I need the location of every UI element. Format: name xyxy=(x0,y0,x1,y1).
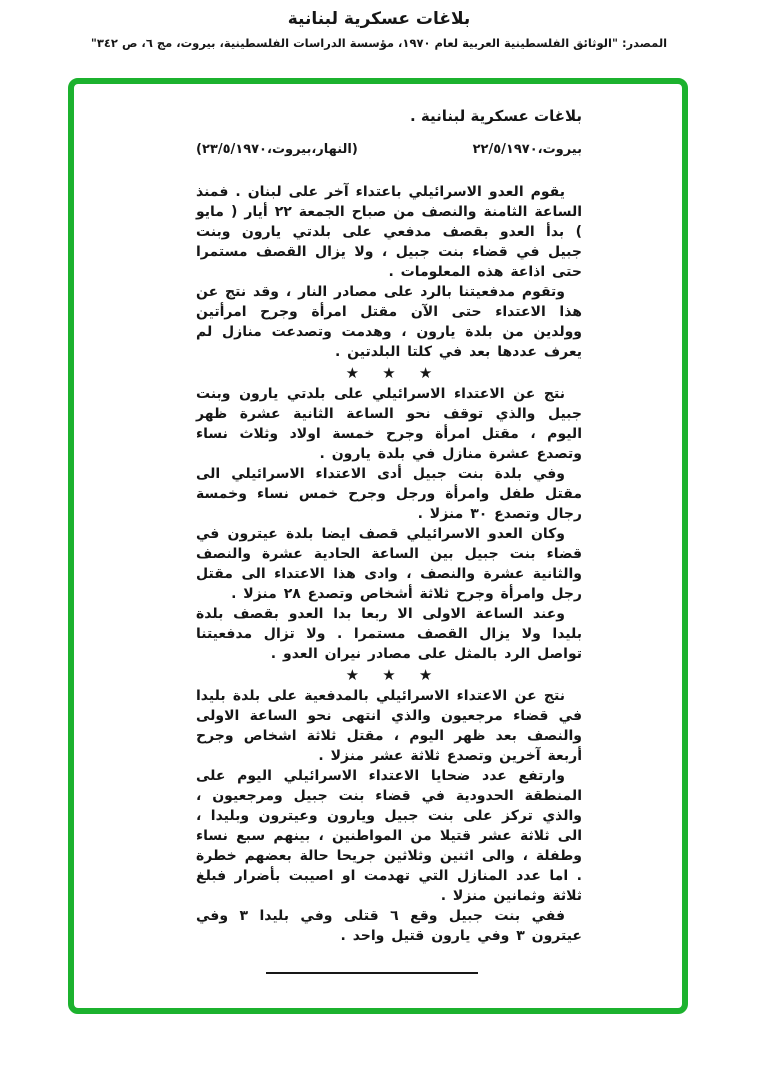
paragraph: ففي بنت جبيل وقع ٦ قتلى وفي بليدا ٣ وفي عيترون ٣ وفي يارون قتيل واحد . xyxy=(196,908,582,944)
paragraph: وارتفع عدد ضحايا الاعتداء الاسرائيلي اليوم على المنطقة الحدودية في قضاء بنت جبيل ومرجعيون ، والذي تركز على بنت جبيل ويارون وعيترون وبليدا ، الى ثلاثة عشر قتيلا من المواطنين ، بينهم سبع نساء وطفلة ، والى اثنين وثلاثين جريحا حالة بعضهم خطرة . اما عدد المنازل التي تهدمت او اصيبت بأضرار فبلغ ثلاثة وثمانين منزلا . xyxy=(196,768,582,904)
source-citation: المصدر: "الوثائق الفلسطينية العربية لعام ١٩٧٠، مؤسسة الدراسات الفلسطينية، بيروت، مج ٦، ص ٣٤٢" xyxy=(90,36,668,50)
star-separator: ★ ★ ★ xyxy=(345,364,442,382)
page-title: بلاغات عسكرية لبنانية xyxy=(287,9,471,29)
dateline xyxy=(196,140,582,160)
document-title: بلاغات عسكرية لبنانية . xyxy=(410,107,582,125)
paragraph: وفي بلدة بنت جبيل أدى الاعتداء الاسرائيلي الى مقتل طفل وامرأة ورجل وجرح خمس نساء وخمسة رجال وتصدع ٣٠ منزلا . xyxy=(196,466,582,522)
star-separator: ★ ★ ★ xyxy=(345,666,442,684)
paragraph: نتج عن الاعتداء الاسرائيلي على بلدتي يارون وبنت جبيل والذي توقف نحو الساعة الثانية عشرة ظهر اليوم ، مقتل امرأة وجرح خمسة اولاد وثلاث نساء وتصدع عشرة منازل في بلدة يارون . xyxy=(196,386,582,462)
paragraph: وتقوم مدفعيتنا بالرد على مصادر النار ، وقد نتج عن هذا الاعتداء حتى الآن مقتل امرأة وجرح امرأتين وولدين من بلدة يارون ، وهدمت وتصدعت منازل لم يعرف عددها بعد في كلتا البلدتين . xyxy=(196,284,582,360)
paragraph: وعند الساعة الاولى الا ربعا بدا العدو بقصف بلدة بليدا ولا يزال القصف مستمرا . ولا تزال مدفعيتنا تواصل الرد بالمثل على مصادر نيران العدو . xyxy=(196,606,582,662)
page-header xyxy=(0,6,758,52)
dateline-newspaper-ref: (النهار،بيروت،٢٣/٥/١٩٧٠) xyxy=(196,142,358,157)
paragraph: وكان العدو الاسرائيلي قصف ايضا بلدة عيترون في قضاء بنت جبيل بين الساعة الحادية عشرة والنصف والثانية عشرة والنصف ، وادى هذا الاعتداء الى مقتل رجل وامرأة وجرح ثلاثة أشخاص وتصدع ٢٨ منزلا . xyxy=(196,526,582,602)
document-body xyxy=(196,182,582,946)
paragraph: يقوم العدو الاسرائيلي باعتداء آخر على لبنان . فمنذ الساعة الثامنة والنصف من صباح الجمعة ٢٢ أيار ( مايو ) بدأ العدو بقصف مدفعي على بلدتي يارون وبنت جبيل في قضاء بنت جبيل ، ولا يزال القصف مستمرا حتى اذاعة هذه المعلومات . xyxy=(196,184,582,280)
paragraph: نتج عن الاعتداء الاسرائيلي بالمدفعية على بلدة بليدا في قضاء مرجعيون والذي انتهى نحو الساعة الاولى والنصف بعد ظهر اليوم ، مقتل ثلاثة اشخاص وجرح أربعة آخرين وتصدع ثلاثة عشر منزلا . xyxy=(196,688,582,764)
document-frame xyxy=(68,78,688,1014)
dateline-place-date: بيروت،٢٢/٥/١٩٧٠ xyxy=(472,142,582,157)
end-rule xyxy=(266,972,478,974)
document-content xyxy=(74,84,682,974)
